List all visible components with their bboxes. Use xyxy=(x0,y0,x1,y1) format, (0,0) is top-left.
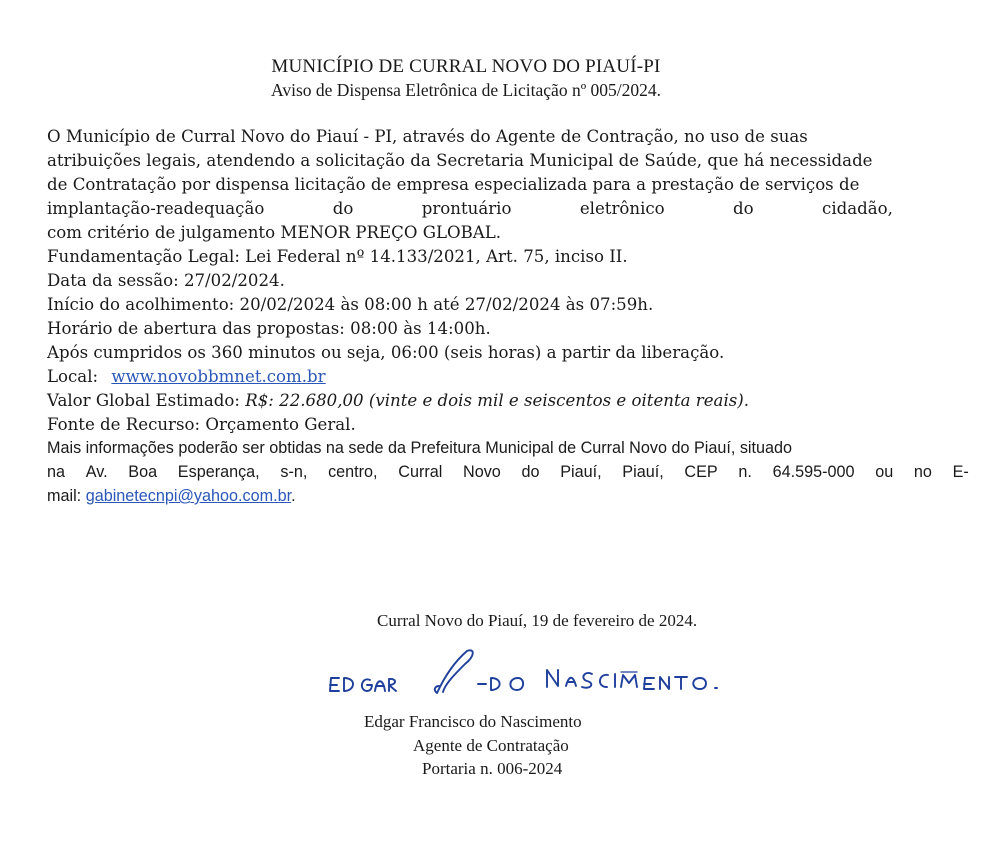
email-link[interactable]: gabinetecnpi@yahoo.com.br xyxy=(85,487,292,505)
intro-line-4 xyxy=(47,198,893,219)
address-word: CEP xyxy=(684,463,718,481)
intro-word: do xyxy=(733,199,754,218)
mais-info-line-2 xyxy=(47,462,969,483)
intro-line-5: com critério de julgamento MENOR PREÇO GLOBAL. xyxy=(47,223,502,242)
intro-word: prontuário xyxy=(421,199,512,218)
address-word: s-n, xyxy=(280,463,308,481)
address-word: 64.595-000 xyxy=(772,463,855,481)
intro-word: implantação-readequação xyxy=(47,199,265,218)
intro-line-2: atribuições legais, atendendo a solicitação da Secretaria Municipal de Saúde, que há necessidade xyxy=(47,151,873,170)
signer-name: Edgar Francisco do Nascimento xyxy=(364,712,582,731)
local-link[interactable]: www.novobbmnet.com.br xyxy=(111,367,326,386)
address-word: Piauí, xyxy=(622,463,664,481)
fonte-recurso: Fonte de Recurso: Orçamento Geral. xyxy=(47,415,356,434)
address-word: centro, xyxy=(328,463,378,481)
address-word: Boa xyxy=(128,463,158,481)
document-subtitle: Aviso de Dispensa Eletrônica de Licitação nº 005/2024. xyxy=(271,80,661,100)
horario-abertura: Horário de abertura das propostas: 08:00 às 14:00h. xyxy=(47,319,491,338)
address-word: no xyxy=(913,463,932,481)
intro-word: cidadão, xyxy=(822,199,893,218)
signer-portaria: Portaria n. 006-2024 xyxy=(422,759,563,778)
intro-line-1: O Município de Curral Novo do Piauí - PI, através do Agente de Contração, no uso de suas xyxy=(47,127,808,146)
mais-info-line-3 xyxy=(47,486,296,507)
apos-cumpridos: Após cumpridos os 360 minutos ou seja, 06:00 (seis horas) a partir da liberação. xyxy=(47,343,725,362)
local-label: Local: xyxy=(47,367,104,386)
valor-label: Valor Global Estimado: xyxy=(47,391,246,410)
handwritten-signature xyxy=(325,648,735,700)
address-word: Av. xyxy=(85,463,108,481)
address-word: n. xyxy=(738,463,752,481)
intro-line-3: de Contratação por dispensa licitação de empresa especializada para a prestação de serviços de xyxy=(47,175,860,194)
inicio-acolhimento: Início do acolhimento: 20/02/2024 às 08:00 h até 27/02/2024 às 07:59h. xyxy=(47,295,654,314)
address-word: do xyxy=(521,463,540,481)
intro-word: eletrônico xyxy=(579,199,665,218)
valor-row xyxy=(47,390,749,411)
email-prefix: mail: xyxy=(47,487,86,505)
data-sessao: Data da sessão: 27/02/2024. xyxy=(47,271,285,290)
address-word: Esperança, xyxy=(177,463,260,481)
intro-word: do xyxy=(332,199,354,218)
fundamentacao-legal: Fundamentação Legal: Lei Federal nº 14.133/2021, Art. 75, inciso II. xyxy=(47,247,628,266)
signer-role: Agente de Contratação xyxy=(413,736,569,755)
local-row xyxy=(47,366,326,387)
address-word: Curral xyxy=(398,463,443,481)
address-word: E- xyxy=(952,463,969,481)
email-suffix: . xyxy=(291,487,296,505)
mais-info-line-1: Mais informações poderão ser obtidas na sede da Prefeitura Municipal de Curral Novo do Piauí, situado xyxy=(47,439,793,457)
address-word: ou xyxy=(875,463,894,481)
address-word: Novo xyxy=(463,463,501,481)
document-title: MUNICÍPIO DE CURRAL NOVO DO PIAUÍ-PI xyxy=(271,56,661,77)
date-place: Curral Novo do Piauí, 19 de fevereiro de 2024. xyxy=(377,611,698,630)
valor-text: R$: 22.680,00 (vinte e dois mil e seiscentos e oitenta reais). xyxy=(245,391,750,410)
address-word: na xyxy=(47,463,66,481)
address-word: Piauí, xyxy=(560,463,602,481)
